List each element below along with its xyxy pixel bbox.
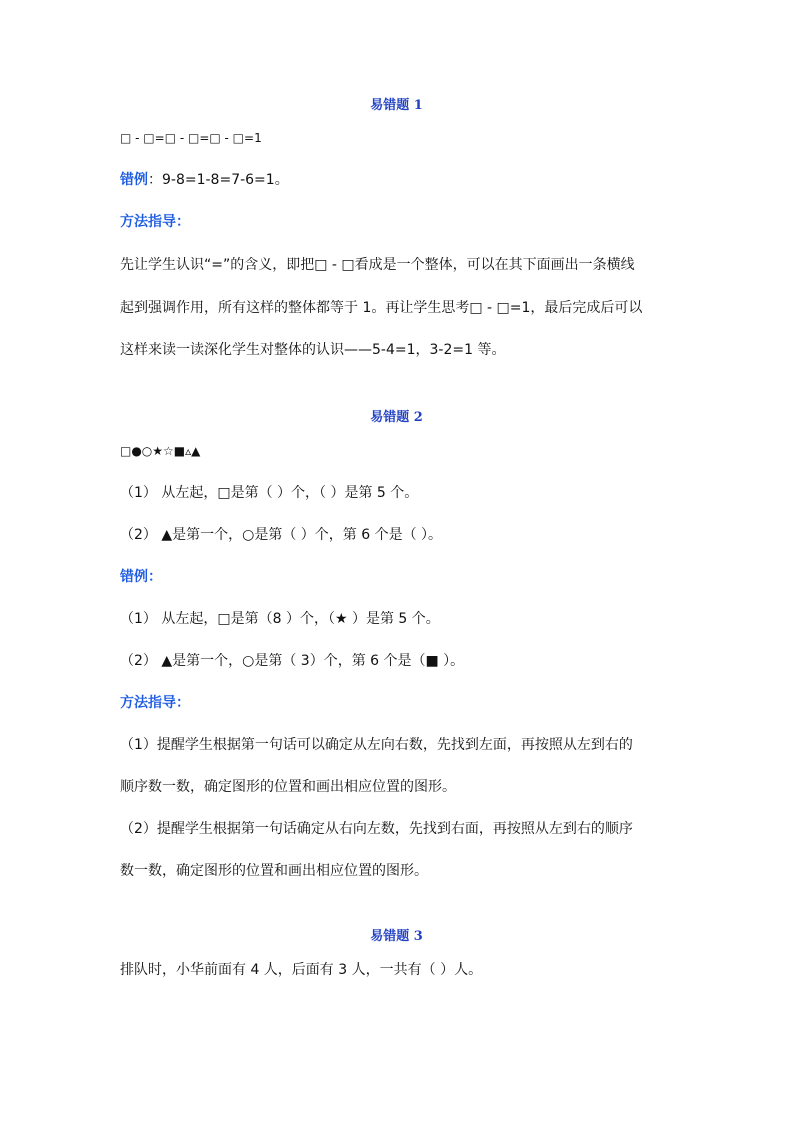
- section2-shapes-row: □●○★☆■▵▲: [120, 444, 201, 458]
- section2-method-line-3: （2）提醒学生根据第一句话确定从右向左数，先找到右面，再按照从左到右的顺序: [120, 821, 633, 837]
- section1-error-text: ：9-8=1-8=7-6=1。: [148, 172, 289, 188]
- section2-error-label: 错例：: [120, 569, 162, 585]
- section2-question-1: （1） 从左起，□是第（ ）个，（ ）是第 5 个。: [120, 485, 419, 501]
- section2-method-label: 方法指导：: [120, 695, 190, 711]
- section1-method-line-1: 先让学生认识“=”的含义，即把□ - □看成是一个整体，可以在其下面画出一条横线: [120, 257, 635, 273]
- section1-error-example: [120, 170, 289, 190]
- section1-error-label: 错例: [120, 172, 148, 188]
- section1-method-label: 方法指导：: [120, 214, 190, 230]
- section2-method-line-1: （1）提醒学生根据第一句话可以确定从左向右数，先找到左面，再按照从左到右的: [120, 737, 633, 753]
- section1-title: 易错题 1: [370, 98, 423, 113]
- section1-method-line-3: 这样来读一读深化学生对整体的认识——5-4=1，3-2=1 等。: [120, 342, 506, 358]
- section2-title: 易错题 2: [370, 410, 423, 425]
- section1-method-line-2: 起到强调作用，所有这样的整体都等于 1。再让学生思考□ - □=1，最后完成后可以: [120, 300, 643, 316]
- section2-question-2: （2） ▲是第一个，○是第（ ）个，第 6 个是（ ）。: [120, 527, 443, 543]
- section2-error-2: （2） ▲是第一个，○是第（ 3）个，第 6 个是（■ ）。: [120, 653, 465, 669]
- section2-method-line-4: 数一数，确定图形的位置和画出相应位置的图形。: [120, 863, 428, 879]
- section1-equation: □ - □=□ - □=□ - □=1: [120, 131, 262, 145]
- section3-question: 排队时，小华前面有 4 人，后面有 3 人，一共有（ ）人。: [120, 962, 483, 978]
- section2-method-line-2: 顺序数一数，确定图形的位置和画出相应位置的图形。: [120, 779, 456, 795]
- section3-title: 易错题 3: [370, 929, 423, 944]
- section2-error-1: （1） 从左起，□是第（8 ）个，（★ ）是第 5 个。: [120, 611, 440, 627]
